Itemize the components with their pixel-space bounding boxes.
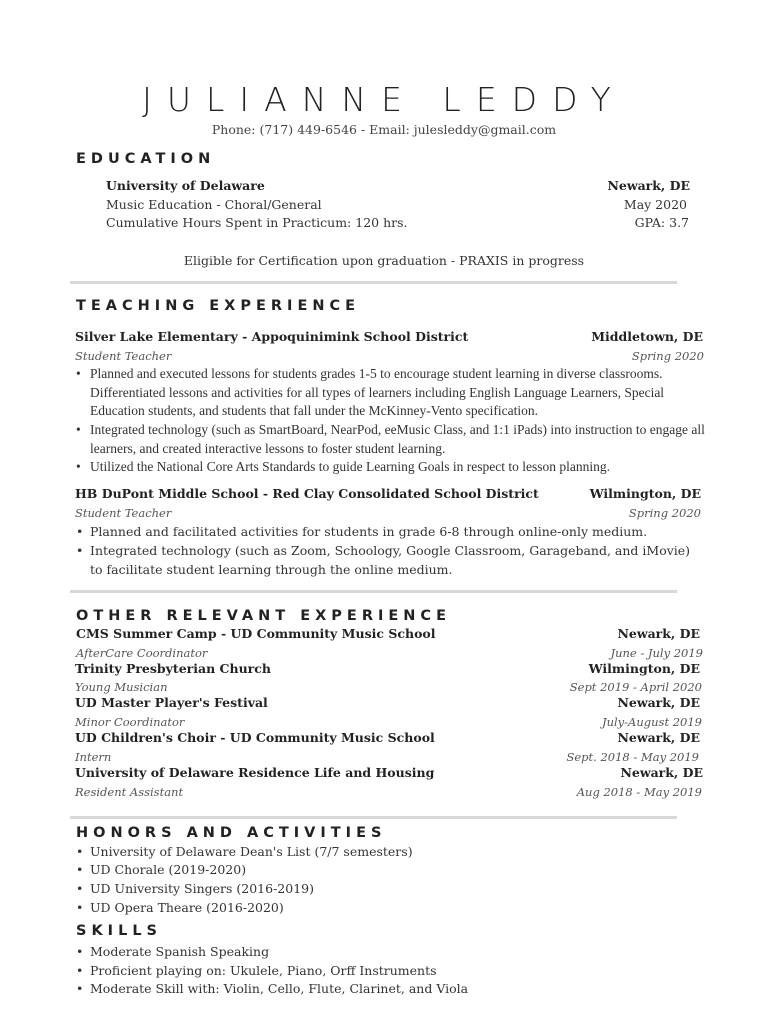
experience-location: Newark, DE — [617, 730, 700, 745]
bullet-text: Moderate Spanish Speaking — [90, 944, 270, 959]
experience-date: July-August 2019 — [601, 715, 702, 729]
bullet-icon: • — [76, 963, 84, 978]
bullet-icon: • — [76, 459, 81, 474]
experience-org: University of Delaware Residence Life and Housing — [75, 765, 435, 780]
list-item — [76, 943, 690, 962]
job-role: Student Teacher — [75, 506, 172, 520]
bullet-text: Integrated technology (such as SmartBoard, NearPod, eeMusic Class, and 1:1 iPads) into instruction to engage all learners, and created interactive lessons to foster student learning. — [90, 422, 705, 456]
certification-note: Eligible for Certification upon graduation - PRAXIS in progress — [183, 253, 585, 268]
experience-role: Intern — [75, 750, 112, 764]
honors-heading: HONORS AND ACTIVITIES — [76, 825, 387, 841]
candidate-name: JULIANNE LEDDY — [142, 80, 626, 119]
experience-role: Young Musician — [75, 680, 168, 694]
job-location: Wilmington, DE — [589, 486, 701, 501]
list-item — [76, 523, 710, 542]
experience-role: Resident Assistant — [75, 785, 184, 799]
experience-location: Newark, DE — [620, 765, 703, 780]
experience-role: Minor Coordinator — [75, 715, 185, 729]
school-name: University of Delaware — [106, 178, 265, 193]
job-date: Spring 2020 — [631, 349, 704, 363]
list-item — [76, 843, 690, 862]
bullet-icon: • — [76, 844, 84, 859]
skills-heading: SKILLS — [76, 923, 162, 939]
bullet-icon: • — [76, 422, 81, 437]
list-item — [76, 962, 690, 981]
bullet-icon: • — [76, 366, 81, 381]
education-heading: EDUCATION — [76, 151, 216, 167]
school-location: Newark, DE — [607, 178, 690, 193]
job-org: Silver Lake Elementary - Appoquinimink School District — [75, 329, 469, 344]
experience-location: Newark, DE — [617, 695, 700, 710]
job-location: Middletown, DE — [591, 329, 703, 344]
experience-date: Aug 2018 - May 2019 — [576, 785, 702, 799]
job-role: Student Teacher — [75, 349, 172, 363]
bullet-icon: • — [76, 524, 84, 539]
section-divider — [70, 281, 677, 284]
section-divider — [70, 590, 677, 593]
other-experience-heading: OTHER RELEVANT EXPERIENCE — [76, 608, 451, 624]
bullet-text: UD University Singers (2016-2019) — [90, 881, 314, 896]
bullet-text: Moderate Skill with: Violin, Cello, Flute, Clarinet, and Viola — [90, 981, 469, 996]
bullet-text: Planned and facilitated activities for students in grade 6-8 through online-only medium. — [90, 524, 648, 539]
experience-role: AfterCare Coordinator — [76, 646, 208, 660]
list-item — [76, 365, 710, 421]
list-item — [76, 899, 690, 918]
bullet-icon: • — [76, 862, 84, 877]
experience-date: Sept 2019 - April 2020 — [569, 680, 702, 694]
experience-org: CMS Summer Camp - UD Community Music School — [76, 626, 436, 641]
bullet-text: UD Opera Theare (2016-2020) — [90, 900, 284, 915]
job-org: HB DuPont Middle School - Red Clay Consolidated School District — [75, 486, 539, 501]
bullet-icon: • — [76, 881, 84, 896]
bullet-text: Proficient playing on: Ukulele, Piano, Orff Instruments — [90, 963, 437, 978]
bullet-text: Integrated technology (such as Zoom, Schoology, Google Classroom, Garageband, and iMovie) to facilitate student learning through the online medium. — [90, 543, 691, 577]
experience-org: UD Children's Choir - UD Community Music School — [75, 730, 435, 745]
experience-date: Sept. 2018 - May 2019 — [566, 750, 699, 764]
experience-org: Trinity Presbyterian Church — [75, 661, 271, 676]
section-divider — [70, 816, 677, 819]
job-date: Spring 2020 — [628, 506, 701, 520]
list-item — [76, 542, 700, 579]
bullet-icon: • — [76, 900, 84, 915]
bullet-icon: • — [76, 981, 84, 996]
bullet-text: Planned and executed lessons for students grades 1-5 to encourage student learning in diverse classrooms. Differentiated lessons and activities for all types of learners including English Language Learners, Special Education students, and students that fall under the McKinney-Vento specification. — [90, 366, 665, 418]
practicum-hours: Cumulative Hours Spent in Practicum: 120 hrs. — [106, 215, 408, 230]
experience-location: Newark, DE — [617, 626, 700, 641]
gpa: GPA: 3.7 — [634, 215, 689, 230]
experience-location: Wilmington, DE — [588, 661, 700, 676]
list-item — [76, 861, 690, 880]
bullet-icon: • — [76, 944, 84, 959]
bullet-icon: • — [76, 543, 84, 558]
bullet-text: Utilized the National Core Arts Standards to guide Learning Goals in respect to lesson planning. — [90, 459, 611, 474]
graduation-date: May 2020 — [623, 197, 687, 212]
experience-org: UD Master Player's Festival — [75, 695, 268, 710]
bullet-text: University of Delaware Dean's List (7/7 semesters) — [90, 844, 413, 859]
teaching-heading: TEACHING EXPERIENCE — [76, 298, 361, 314]
list-item — [76, 980, 690, 999]
list-item — [76, 458, 710, 477]
bullet-text: UD Chorale (2019-2020) — [90, 862, 247, 877]
degree: Music Education - Choral/General — [106, 197, 322, 212]
list-item — [76, 421, 710, 458]
list-item — [76, 880, 690, 899]
contact-line: Phone: (717) 449-6546 - Email: julesleddy@gmail.com — [211, 122, 557, 137]
experience-date: June - July 2019 — [610, 646, 703, 660]
